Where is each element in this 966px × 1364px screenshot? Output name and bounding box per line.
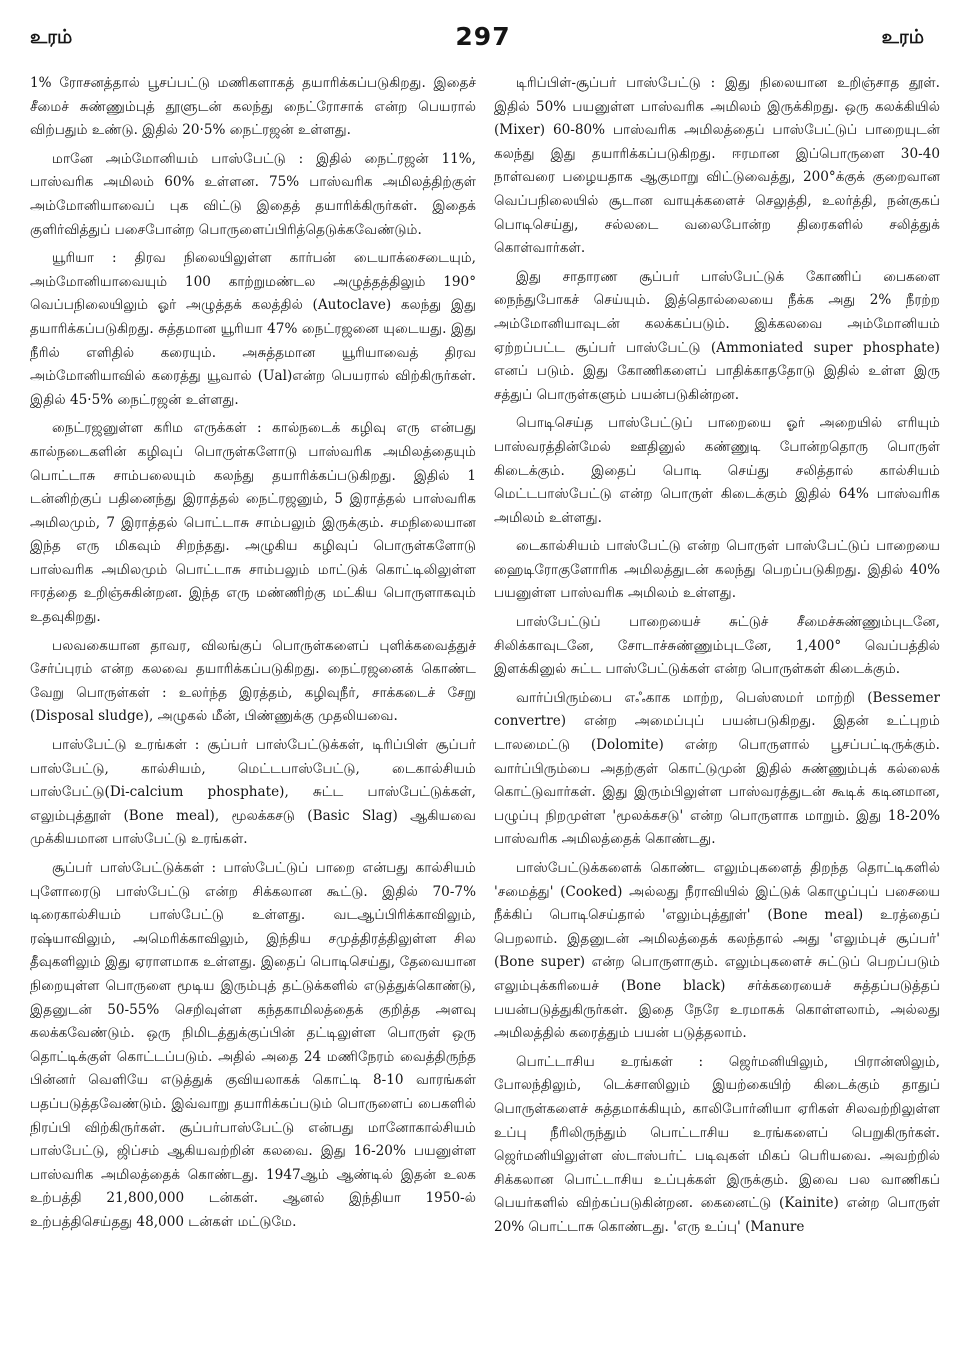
paragraph: பொட்டாசிய உரங்கள் : ஜெர்மனியிலும், பிரான்ஸிலும், போலந்திலும், டெக்சாஸிலும் இயற்கையிற் கிடைக்கும் தாதுப் பொருள்களைச் சுத்தமாக்கியும், காலிபோர்னியா ஏரிகள் சிலவற்றிலுள்ள உப்பு நீரிலிருந்தும் பொட்டாசிய உரங்களைப் பெறுகிருர்கள். ஜெர்மனியிலுள்ள ஸ்டாஸ்பர்ட் படிவுகள் மிகப் பெரியவை. அவற்றில் சிக்கலான பொட்டாசிய உப்புக்கள் இருக்கும். இவை பல வாணிகப் பெயர்களில் விற்கப்படுகின்றன. கைனைட்டு (Kainite) என்ற பொருள் 20% பொட்டாசு கொண்டது. 'எரு உப்பு' (Manure (494, 1053, 940, 1235)
paragraph: பாஸ்பேட்டுப் பாறையைச் சுட்டுச் சீமைச்சுண்ணும்புடனே, சிலிக்காவுடனே, சோடாச்சுண்ணும்புடனே, 1,400° வெப்பத்தில் இளக்கினுல் சுட்ட பாஸ்பேட்டுக்கள் என்ற பொருள்கள் கிடைக்கும். (494, 614, 940, 678)
right-column (494, 72, 940, 1350)
paragraph: டிரிப்பிள்-சூப்பர் பாஸ்பேட்டு : இது நிலையான உறிஞ்சாத தூள். இதில் 50% பயனுள்ள பாஸ்வரிக அமிலம் இருக்கிறது. ஒரு கலக்கியில் (Mixer) 60-80% பாஸ்வரிக அமிலத்தைப் பாஸ்பேட்டுப் பாறையுடன் கலந்து இது தயாரிக்கப்படுகிறது. ஈரமான இப்பொருளை 30-40 நாள்வரை பழையதாக ஆகுமாறு விட்டுவைத்து, 200°க்குக் குறைவான வெப்பநிலையில் சூடான வாயுக்களைச் செலுத்தி, உலர்த்தி, நன்குகப் பொடிசெய்து, சல்லடை வலைபோன்ற திரைகளில் சலித்துக் கொள்வார்கள். (494, 75, 940, 257)
paragraph: பலவகையான தாவர, விலங்குப் பொருள்களைப் புளிக்கவைத்துச் சேர்ப்புரம் என்ற கலவை தயாரிக்கப்படுகிறது. நைட்ரஜனைக் கொண்ட வேறு பொருள்கள் : உலர்ந்த இரத்தம், கழிவுநீர், சாக்கடைச் சேறு (Disposal sludge), அழுகல் மீன், பிண்ணுக்கு முதலியவை. (30, 637, 476, 725)
running-head-right: உரம் (881, 26, 924, 48)
paragraph: பாஸ்பேட்டுக்களைக் கொண்ட எலும்புகளைத் திறந்த தொட்டிகளில் 'சமைத்து' (Cooked) அல்லது நீராவியில் இட்டுக் கொழுப்புப் பசையை நீக்கிப் பொடிசெய்தால் 'எலும்புத்தூள்' (Bone meal) உரத்தைப் பெறலாம். இதனுடன் அமிலத்தைக் கலந்தால் அது 'எலும்புச் சூப்பர்' (Bone super) என்ற பொருளாகும். எலும்புகளைச் சுட்டுப் பெறப்படும் எலும்புக்கரியைச் (Bone black) சர்க்கரையைச் சுத்தப்படுத்தப் பயன்படுத்துகிருர்கள். இதை நேரே உரமாகக் கொள்ளலாம், அல்லது அமிலத்தில் கரைத்தும் பயன் படுத்தலாம். (494, 860, 940, 1042)
paragraph: யூரியா : திரவ நிலையிலுள்ள கார்பன் டையாக்சைடையும், அம்மோனியாவையும் 100 காற்றுமண்டல அழுத்தத்திலும் 190° வெப்பநிலையிலும் ஓர் அழுத்தக் கலத்தில் (Autoclave) கலந்து இது தயாரிக்கப்படுகிறது. சுத்தமான யூரியா 47% நைட்ரஜனை யுடையது. இது நீரில் எளிதில் கரையும். அசுத்தமான யூரியாவைத் திரவ அம்மோனியாவில் கரைத்து யூவால் (Ual)என்ற பெயரால் விற்கிருர்கள். இதில் 45·5% நைட்ரஜன் உள்ளது. (30, 250, 476, 408)
running-head-left: உரம் (30, 26, 73, 48)
paragraph: 1% ரோசனத்தால் பூசப்பட்டு மணிகளாகத் தயாரிக்கப்படுகிறது. இதைச் சீமைச் சுண்ணும்புத் தூளுடன் கலந்து நைட்ரோசாக் என்ற பெயரால் விற்பதும் உண்டு. இதில் 20·5% நைட்ரஜன் உள்ளது. (30, 75, 476, 139)
paragraph: டைகால்சியம் பாஸ்பேட்டு என்ற பொருள் பாஸ்பேட்டுப் பாறையை ஹைடிரோகுளோரிக அமிலத்துடன் கலந்து பெறப்படுகிறது. இதில் 40% பயனுள்ள பாஸ்வரிக அமிலம் உள்ளது. (494, 538, 940, 602)
paragraph: பாஸ்பேட்டு உரங்கள் : சூப்பர் பாஸ்பேட்டுக்கள், டிரிப்பிள் சூப்பர் பாஸ்பேட்டு, கால்சியம், மெட்டபாஸ்பேட்டு, டைகால்சியம் பாஸ்பேட்டு(Di-calcium phosphate), சுட்ட பாஸ்பேட்டுக்கள், எலும்புத்தூள் (Bone meal), மூலக்கசடு (Basic Slag) ஆகியவை முக்கியமான பாஸ்பேட்டு உரங்கள். (30, 737, 476, 848)
left-column (30, 72, 476, 1350)
page-header (0, 22, 966, 56)
paragraph: சூப்பர் பாஸ்பேட்டுக்கள் : பாஸ்பேட்டுப் பாறை என்பது கால்சியம் புளோரைடு பாஸ்பேட்டு என்ற சிக்கலான கூட்டு. இதில் 70-7% டிரைகால்சியம் பாஸ்பேட்டு உள்ளது. வடஆப்பிரிக்காவிலும், ரஷ்யாவிலும், அமெரிக்காவிலும், இந்திய சமுத்திரத்திலுள்ள சில தீவுகளிலும் இது ஏராளமாக உள்ளது. இதைப் பொடிசெய்து, தேவையான நிறையுள்ள பொருளை மூடிய இரும்புத் தட்டுக்களில் எடுத்துக்கொண்டு, இதனுடன் 50-55% செறிவுள்ள கந்தகாமிலத்தைக் குறித்த அளவு கலக்கவேண்டும். ஒரு நிமிடத்துக்குப்பின் தட்டிலுள்ள பொருள் ஒரு தொட்டிக்குள் கொட்டப்படும். அதில் அதை 24 மணிநேரம் வைத்திருந்த பின்னர் வெளியே எடுத்துக் குவியலாகக் கொட்டி 8-10 வாரங்கள் பதப்படுத்தவேண்டும். இவ்வாறு தயாரிக்கப்படும் பொருளைப் பைகளில் நிரப்பி விற்கிருர்கள். சூப்பர்பாஸ்பேட்டு என்பது மானோகால்சியம் பாஸ்பேட்டு, ஜிப்சம் ஆகியவற்றின் கலவை. இது 16-20% பயனுள்ள பாஸ்வரிக அமிலத்தைக் கொண்டது. 1947ஆம் ஆண்டில் இதன் உலக உற்பத்தி 21,800,000 டன்கள். ஆனல் இந்தியா 1950-ல் உற்பத்திசெய்தது 48,000 டன்கள் மட்டுமே. (30, 860, 476, 1230)
paragraph: மானே அம்மோனியம் பாஸ்பேட்டு : இதில் நைட்ரஜன் 11%, பாஸ்வரிக அமிலம் 60% உள்ளன. 75% பாஸ்வரிக அமிலத்திற்குள் அம்மோனியாவைப் புக விட்டு இதைத் தயாரிக்கிருர்கள். இதைக் குளிர்வித்துப் பசைபோன்ற பொருளைப்பிரித்தெடுக்கவேண்டும். (30, 150, 476, 238)
paragraph: வார்ப்பிரும்பை எஃகாக மாற்ற, பெஸ்ஸமர் மாற்றி (Bessemer convertre) என்ற அமைப்புப் பயன்படுகிறது. இதன் உட்புறம் டாலமைட்டு (Dolomite) என்ற பொருளால் பூசப்பட்டிருக்கும். வார்ப்பிரும்பை அதற்குள் கொட்டுமுன் இதில் சுண்ணும்புக் கல்லைக் கொட்டுவார்கள். இது இரும்பிலுள்ள பாஸ்வரத்துடன் கூடிக் கடினமான, பழுப்பு நிறமுள்ள 'மூலக்கசடு' என்ற பொருளாக மாறும். இது 18-20% பாஸ்வரிக அமிலத்தைக் கொண்டது. (494, 689, 940, 848)
paragraph: பொடிசெய்த பாஸ்பேட்டுப் பாறையை ஓர் அறையில் எரியும் பாஸ்வரத்தின்மேல் ஊதினுல் கண்ணுடி போன்றதொரு பொருள் கிடைக்கும். இதைப் பொடி செய்து சலித்தால் கால்சியம் மெட்டபாஸ்பேட்டு என்ற பொருள் கிடைக்கும் இதில் 64% பாஸ்வரிக அமிலம் உள்ளது. (494, 415, 940, 526)
page-number: 297 (455, 22, 511, 51)
paragraph: இது சாதாரண சூப்பர் பாஸ்பேட்டுக் கோணிப் பைகளை நைந்துபோகச் செய்யும். இத்தொல்லையை நீக்க அது 2% நீரற்ற அம்மோனியாவுடன் கலக்கப்படும். இக்கலவை அம்மோனியம் ஏற்றப்பட்ட சூப்பர் பாஸ்பேட்டு (Ammoniated super phosphate) எனப் படும். இது கோணிகளைப் பாதிக்காததோடு இதில் உள்ள இரு சத்துப் பொருள்களும் பயன்படுகின்றன. (494, 268, 940, 403)
paragraph: நைட்ரஜனுள்ள கரிம எருக்கள் : கால்நடைக் கழிவு எரு என்பது கால்நடைகளின் கழிவுப் பொருள்களோடு பாஸ்வரிக அமிலத்தையும் பொட்டாசு சாம்பலையும் கலந்து தயாரிக்கப்படுகிறது. இதில் 1 டன்னிற்குப் பதினைந்து இராத்தல் நைட்ரஜனும், 5 இராத்தல் பாஸ்வரிக அமிலமும், 7 இராத்தல் பொட்டாசு சாம்பலும் இருக்கும். சமநிலையான இந்த எரு மிகவும் சிறந்தது. அழுகிய கழிவுப் பொருள்களோடு பாஸ்வரிக அமிலமும் பொட்டாசு சாம்பலும் மாட்டுக் கொட்டிலிலுள்ள ஈரத்தை உறிஞ்சுகின்றன. இந்த எரு மண்ணிற்கு மட்கிய பொருளாகவும் உதவுகிறது. (30, 420, 476, 626)
